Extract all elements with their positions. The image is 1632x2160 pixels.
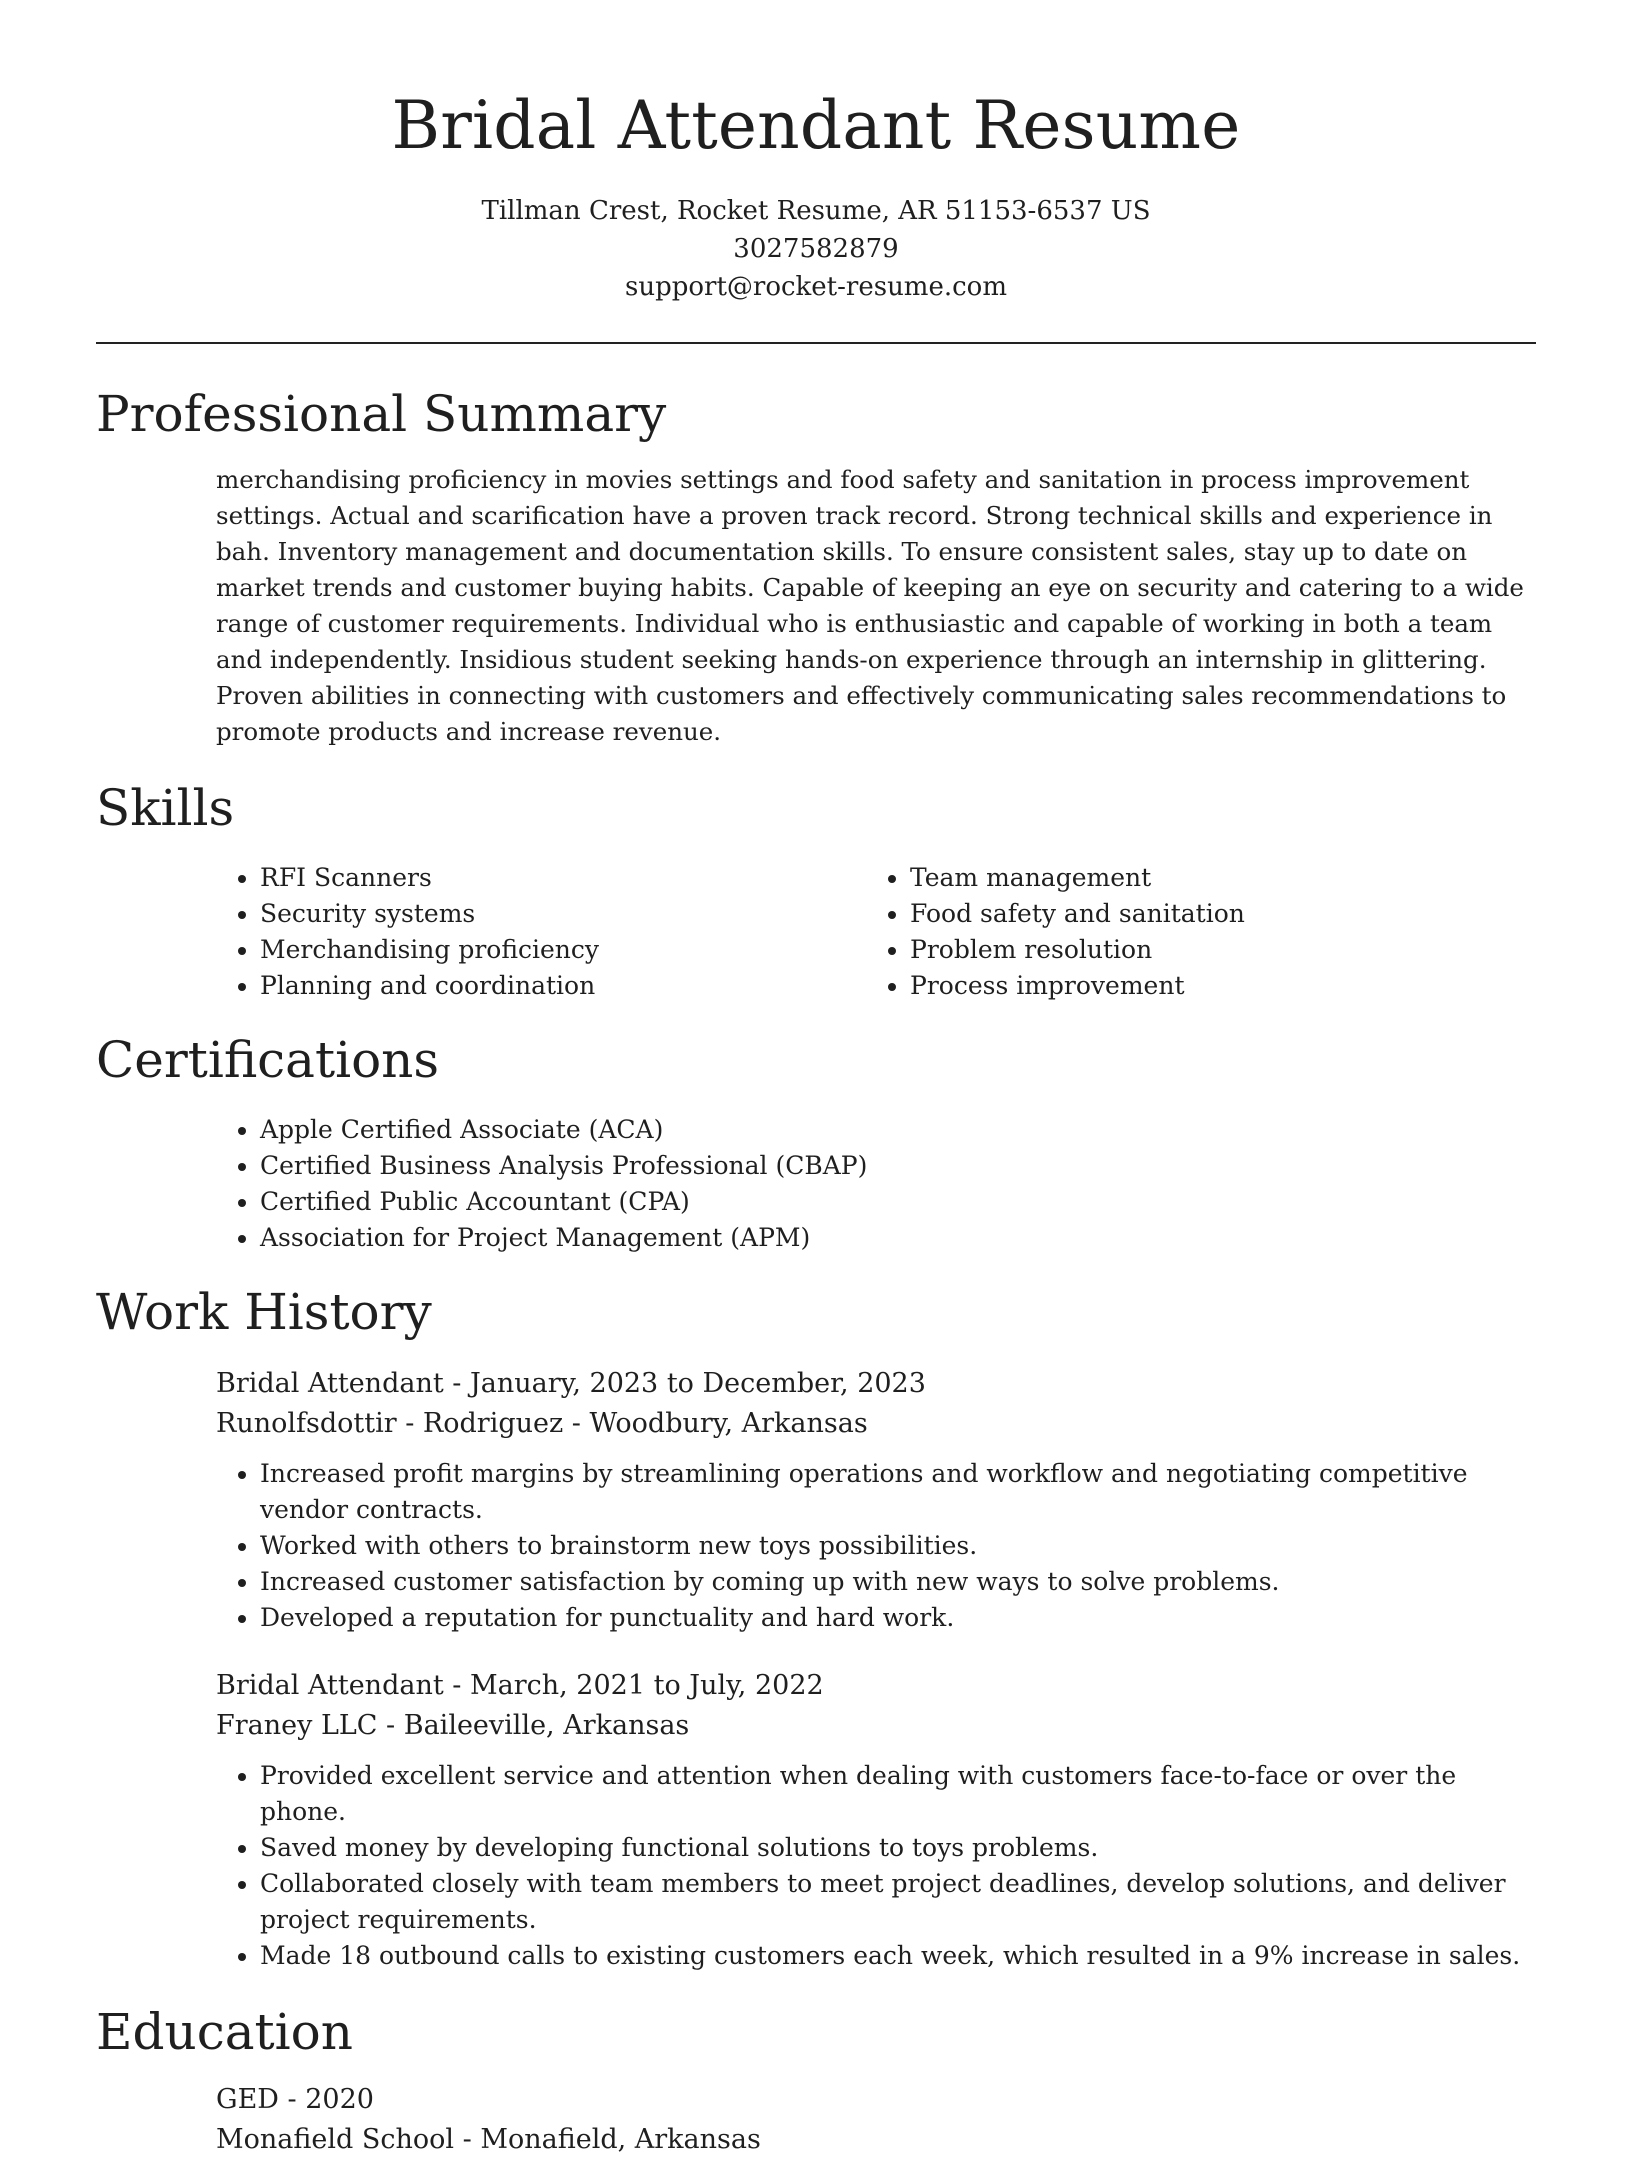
section-heading-work: Work History — [96, 1283, 432, 1341]
section-heading-certifications: Certifications — [96, 1031, 440, 1089]
resume-header — [96, 0, 1536, 306]
job-bullet: • Developed a reputation for punctuality and hard work. — [260, 1600, 1536, 1636]
education-school-line: Monafield School - Monafield, Arkansas — [216, 2124, 761, 2155]
education-entry — [216, 2080, 1536, 2160]
skill-item: • Problem resolution — [910, 932, 1536, 968]
certification-item: • Association for Project Management (APM) — [260, 1220, 1536, 1256]
contact-info — [96, 192, 1536, 306]
certification-item: • Certified Public Accountant (CPA) — [260, 1184, 1536, 1220]
skill-item: • RFI Scanners — [260, 860, 866, 896]
job-bullets — [216, 1456, 1536, 1636]
skills-list-left — [216, 860, 866, 1004]
skill-item: • Security systems — [260, 896, 866, 932]
job-company-line: Franey LLC - Baileeville, Arkansas — [216, 1710, 690, 1741]
contact-address: Tillman Crest, Rocket Resume, AR 51153-6537 US — [481, 196, 1151, 226]
header-divider — [96, 342, 1536, 344]
contact-email: support@rocket-resume.com — [624, 272, 1007, 302]
job-company-line: Runolfsdottir - Rodriguez - Woodbury, Arkansas — [216, 1408, 868, 1439]
skill-item: • Team management — [910, 860, 1536, 896]
job-entry — [216, 1364, 1536, 1636]
skill-item: • Merchandising proficiency — [260, 932, 866, 968]
job-bullet: • Collaborated closely with team members to meet project deadlines, develop solutions, and deliver project requirements. — [260, 1866, 1536, 1938]
page-title: Bridal Attendant Resume — [391, 87, 1241, 164]
skill-item: • Planning and coordination — [260, 968, 866, 1004]
job-bullet: • Increased customer satisfaction by coming up with new ways to solve problems. — [260, 1564, 1536, 1600]
skill-item: • Process improvement — [910, 968, 1536, 1004]
education-section — [96, 2000, 1536, 2160]
job-title-line: Bridal Attendant - January, 2023 to December, 2023 — [216, 1368, 926, 1399]
job-bullets — [216, 1758, 1536, 1974]
job-entry — [216, 1666, 1536, 1974]
work-history-section — [96, 1280, 1536, 1974]
professional-summary-section — [96, 382, 1536, 750]
education-degree-line: GED - 2020 — [216, 2084, 374, 2115]
certification-item: • Certified Business Analysis Professional (CBAP) — [260, 1148, 1536, 1184]
certifications-list — [216, 1112, 1536, 1256]
section-heading-skills: Skills — [96, 779, 235, 837]
section-heading-education: Education — [96, 2003, 353, 2061]
job-title-line: Bridal Attendant - March, 2021 to July, 2022 — [216, 1670, 824, 1701]
contact-phone: 3027582879 — [733, 234, 899, 264]
summary-text: merchandising proficiency in movies settings and food safety and sanitation in process improvement settings. Actual and scarification have a proven track record. Strong technical skills and experience in bah. Inventory management and documentation skills. To ensure consistent sales, stay up to date on market trends and customer buying habits. Capable of keeping an eye on security and catering to a wide range of customer requirements. Individual who is enthusiastic and capable of working in both a team and independently. Insidious student seeking hands-on experience through an internship in glittering. Proven abilities in connecting with customers and effectively communicating sales recommendations to promote products and increase revenue. — [216, 465, 1524, 746]
job-bullet: • Provided excellent service and attention when dealing with customers face-to-face or over the phone. — [260, 1758, 1536, 1830]
job-bullet: • Made 18 outbound calls to existing customers each week, which resulted in a 9% increase in sales. — [260, 1938, 1536, 1974]
job-bullet: • Worked with others to brainstorm new toys possibilities. — [260, 1528, 1536, 1564]
job-bullet: • Increased profit margins by streamlining operations and workflow and negotiating competitive vendor contracts. — [260, 1456, 1536, 1528]
skills-list-right — [866, 860, 1536, 1004]
section-heading-summary: Professional Summary — [96, 385, 667, 443]
job-bullet: • Saved money by developing functional solutions to toys problems. — [260, 1830, 1536, 1866]
skill-item: • Food safety and sanitation — [910, 896, 1536, 932]
skills-section — [96, 776, 1536, 1004]
certifications-section — [96, 1028, 1536, 1256]
skills-grid — [216, 860, 1536, 1004]
certification-item: • Apple Certified Associate (ACA) — [260, 1112, 1536, 1148]
